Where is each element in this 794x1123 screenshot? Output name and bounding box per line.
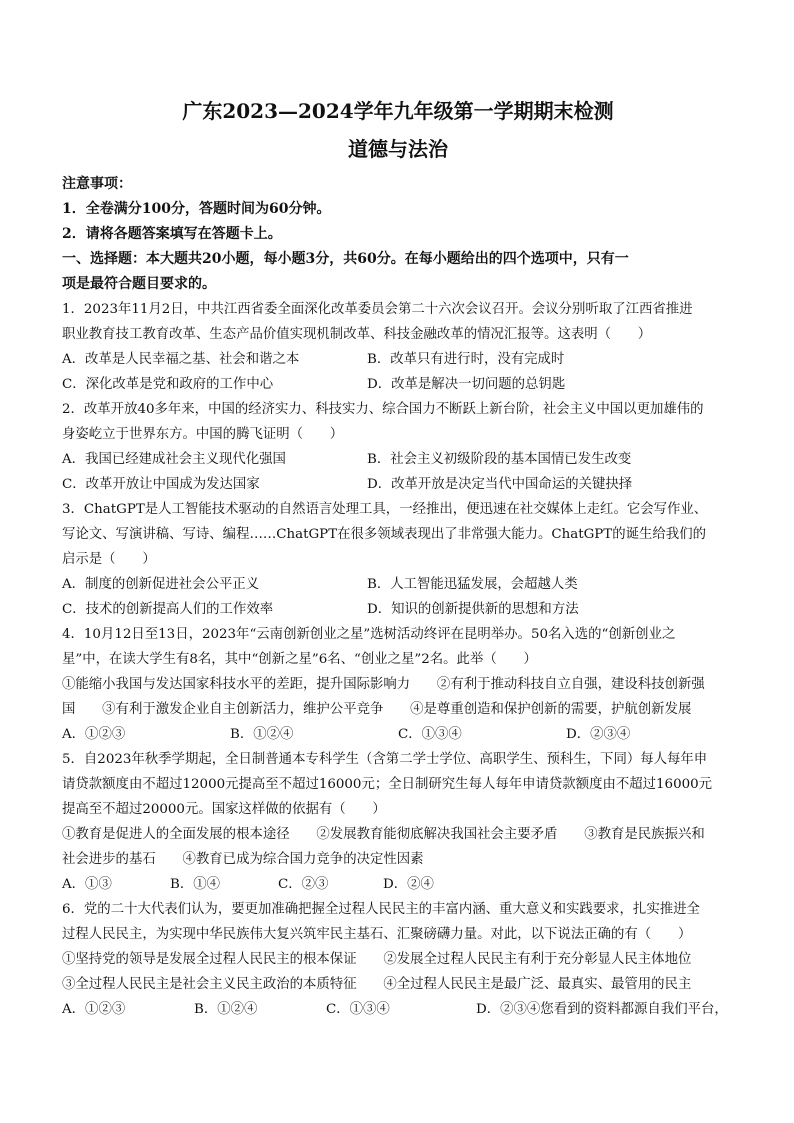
option-c: C．深化改革是党和政府的工作中心 — [62, 377, 274, 392]
option-b: B．改革只有进行时，没有完成时 — [367, 352, 565, 367]
section-instruction: 一、选择题：本大题共20小题，每小题3分，共60分。在每小题给出的四个选项中，只有一 — [62, 251, 629, 267]
option-b: B．①②④ — [194, 1002, 258, 1017]
option-c: C．①③④ — [326, 1002, 390, 1017]
notes-heading: 注意事项： — [62, 176, 132, 192]
note-item: 1．全卷满分100分，答题时间为60分钟。 — [62, 201, 331, 217]
option-d: D．②④ — [383, 877, 434, 892]
option-a: A．①②③ — [62, 727, 126, 742]
question-stem: 1．2023年11月2日，中共江西省委全面深化改革委员会第二十六次会议召开。会议分别听取了江西省推进 — [62, 302, 693, 317]
exam-subject: 道德与法治 — [348, 137, 448, 161]
question-5 — [62, 747, 734, 897]
option-c: C．改革开放让中国成为发达国家 — [62, 477, 260, 492]
option-b: B．社会主义初级阶段的基本国情已发生改变 — [367, 452, 632, 467]
question-stem: 4．10月12日至13日，2023年“云南创新创业之星”选树活动终评在昆明举办。50名入选的“创新创业之 — [62, 627, 676, 642]
question-stem: 星”中，在读大学生有8名，其中“创新之星”6名、“创业之星”2名。此举（ ） — [62, 652, 537, 667]
question-stem: 请贷款额度由不超过12000元提高至不超过16000元；全日制研究生每人每年申请贷款额度由不超过16000元 — [62, 777, 713, 792]
question-stem: 提高至不超过20000元。国家这样做的依据有（ ） — [62, 802, 386, 817]
question-stem: 职业教育技工教育改革、生态产品价值实现机制改革、科技金融改革的情况汇报等。这表明（ ） — [62, 327, 652, 342]
question-1 — [62, 297, 734, 397]
option-a: A．制度的创新促进社会公平正义 — [62, 577, 260, 592]
note-item: 2．请将各题答案填写在答题卡上。 — [62, 226, 282, 242]
option-c: C．①③④ — [398, 727, 462, 742]
question-stem: 过程人民民主，为实现中华民族伟大复兴筑牢民主基石、汇聚磅礴力量。对此，以下说法正确的有（ ） — [62, 927, 692, 942]
option-a: A．①③ — [62, 877, 112, 892]
option-b: B．人工智能迅猛发展，会超越人类 — [367, 577, 578, 592]
question-4 — [62, 622, 734, 747]
question-stem: 5．自2023年秋季学期起，全日制普通本专科学生（含第二学士学位、高职学生、预科生，下同）每人每年申 — [62, 752, 708, 767]
question-statement: ①能缩小我国与发达国家科技水平的差距，提升国际影响力 ②有利于推动科技自立自强，建设科技创新强 — [62, 677, 705, 692]
question-statement: 社会进步的基石 ④教育已成为综合国力竞争的决定性因素 — [62, 852, 424, 867]
option-c: C．技术的创新提高人们的工作效率 — [62, 602, 274, 617]
question-statement: ①坚持党的领导是发展全过程人民民主的根本保证 ②发展全过程人民民主有利于充分彰显人民主体地位 — [62, 952, 692, 967]
option-a: A．我国已经建成社会主义现代化强国 — [62, 452, 286, 467]
question-statement: ③全过程人民民主是社会主义民主政治的本质特征 ④全过程人民民主是最广泛、最真实、最管用的民主 — [62, 977, 692, 992]
exam-title: 广东2023—2024学年九年级第一学期期末检测 — [182, 99, 614, 123]
option-b: B．①④ — [170, 877, 221, 892]
section-instruction: 项是最符合题目要求的。 — [62, 276, 216, 292]
option-a: A．改革是人民幸福之基、社会和谐之本 — [62, 352, 300, 367]
exam-page — [62, 96, 734, 1022]
question-statement: ①教育是促进人的全面发展的根本途径 ②发展教育能彻底解决我国社会主要矛盾 ③教育是民族振兴和 — [62, 827, 705, 842]
option-c: C．②③ — [278, 877, 329, 892]
option-a: A．①②③ — [62, 1002, 126, 1017]
question-stem: 写论文、写演讲稿、写诗、编程……ChatGPT在很多领域表现出了非常强大能力。ChatGPT的诞生给我们的 — [62, 527, 706, 542]
question-statement: 国 ③有利于激发企业自主创新活力，维护公平竞争 ④是尊重创造和保护创新的需要，护航创新发展 — [62, 702, 692, 717]
question-stem: 启示是（ ） — [62, 552, 156, 567]
question-2 — [62, 397, 734, 497]
option-d: D．知识的创新提供新的思想和方法 — [367, 602, 579, 617]
question-6 — [62, 897, 734, 1022]
question-stem: 2．改革开放40多年来，中国的经济实力、科技实力、综合国力不断跃上新台阶，社会主义中国以更加雄伟的 — [62, 402, 704, 417]
question-stem: 身姿屹立于世界东方。中国的腾飞证明（ ） — [62, 427, 344, 442]
question-stem: 6．党的二十大代表们认为，要更加准确把握全过程人民民主的丰富内涵、重大意义和实践要求，扎实推进全 — [62, 902, 700, 917]
option-d: D．②③④ — [566, 727, 631, 742]
option-d: D．改革开放是决定当代中国命运的关键抉择 — [367, 477, 633, 492]
question-3 — [62, 497, 734, 622]
option-b: B．①②④ — [230, 727, 294, 742]
option-d: D．改革是解决一切问题的总钥匙 — [367, 377, 566, 392]
question-stem: 3．ChatGPT是人工智能技术驱动的自然语言处理工具，一经推出，便迅速在社交媒体上走红。它会写作业、 — [62, 502, 708, 517]
option-d: D．②③④您看到的资料都源自我们平台， — [476, 1002, 728, 1017]
